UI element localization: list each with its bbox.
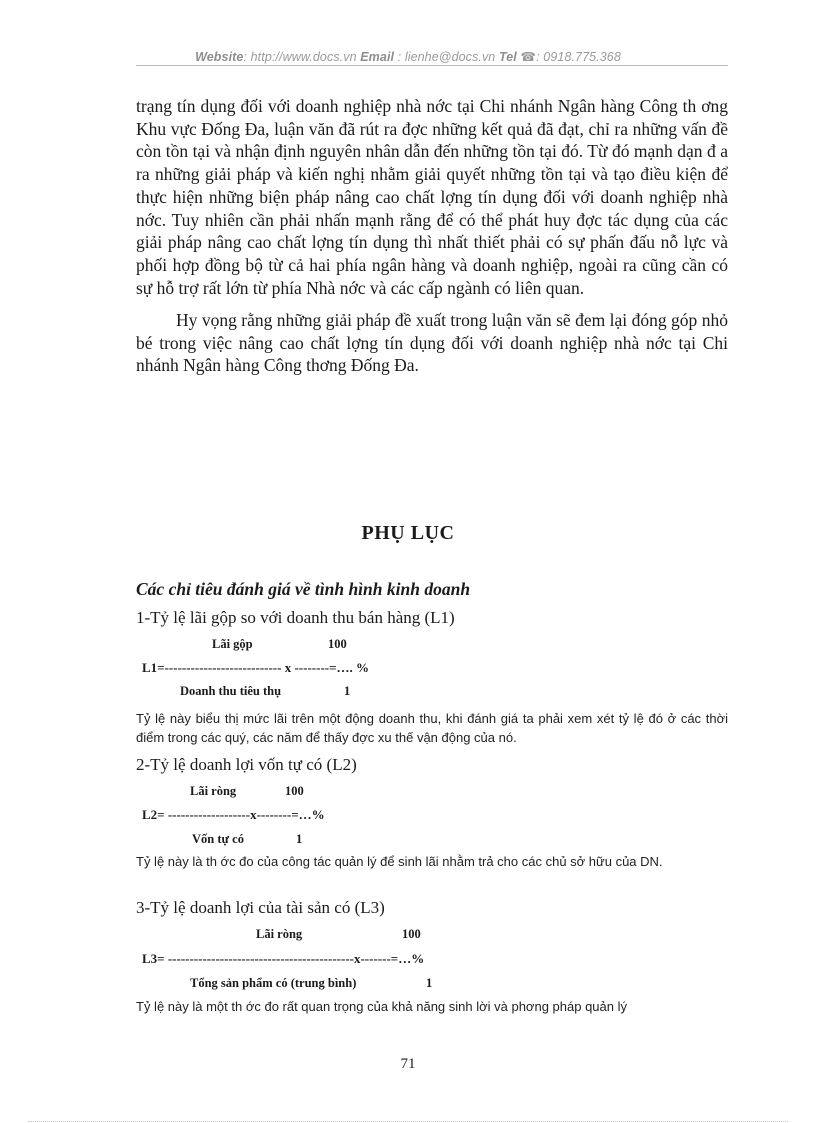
phone-icon: ☎	[520, 50, 537, 64]
page-header	[0, 49, 816, 64]
ratio-heading-l3: 3-Tỷ lệ doanh lợi của tài sản có (L3)	[136, 898, 385, 917]
page-bottom-divider	[28, 1121, 788, 1122]
website-label: Website	[195, 50, 244, 64]
ratio-l1-numerator-factor: 100	[328, 637, 347, 651]
ratio-l2-formula: L2= -------------------x--------=…%	[142, 807, 325, 822]
ratio-l3-denominator-factor: 1	[426, 976, 433, 990]
ratio-l1-description: Tỷ lệ này biểu thị mức lãi trên một động doanh thu, khi đánh giá ta phải xem xét tỷ lệ đó ở các thời điểm trong các quý, các năm để thấy đợc xu thế vận động của nó.	[136, 711, 728, 745]
ratio-heading-l2: 2-Tỷ lệ doanh lợi vốn tự có (L2)	[136, 755, 357, 774]
ratio-l2-numerator: Lãi ròng	[190, 784, 237, 798]
ratio-l1-denominator-factor: 1	[344, 684, 351, 698]
tel-label: Tel	[498, 50, 517, 64]
ratio-l2-denominator-factor: 1	[296, 832, 303, 846]
ratio-heading-l1: 1-Tỷ lệ lãi gộp so với doanh thu bán hàng (L1)	[136, 608, 455, 627]
ratio-l3-numerator-factor: 100	[402, 927, 421, 941]
email-label: Email	[360, 50, 395, 64]
ratio-l1-denominator: Doanh thu tiêu thụ	[180, 684, 282, 698]
ratio-l1-numerator: Lãi gộp	[212, 637, 253, 651]
page-number: 71	[400, 1056, 416, 1072]
appendix-title: PHỤ LỤC	[361, 522, 455, 544]
header-divider	[136, 65, 728, 66]
website-value: : http://www.docs.vn	[243, 50, 357, 64]
ratio-l2-description: Tỷ lệ này là th ớc đo của công tác quản lý để sinh lãi nhằm trả cho các chủ sở hữu của DN.	[136, 854, 663, 869]
email-value: : lienhe@docs.vn	[397, 50, 496, 64]
ratio-l3-description: Tỷ lệ này là một th ớc đo rất quan trọng của khả năng sinh lời và phơng pháp quản lý	[136, 999, 627, 1014]
ratio-l3-denominator: Tổng sản phẩm có (trung bình)	[190, 976, 357, 990]
ratio-l1-formula: L1=--------------------------- x --------=…. %	[142, 660, 370, 675]
conclusion-paragraph-1: trạng tín dụng đối với doanh nghiệp nhà nớc tại Chi nhánh Ngân hàng Công th ơng Khu vực Đống Đa, luận văn đã rút ra đợc những kết quả đã đạt, chỉ ra những vấn đề còn tồn tại và nhận định nguyên nhân dẫn đến những tồn tại đó. Từ đó mạnh dạn đ a ra những giải pháp và kiến nghị nhằm giải quyết những tồn tại và tạo điều kiện để thực hiện những biện pháp nâng cao chất lợng tín dụng đối với doanh nghiệp nhà nớc. Tuy nhiên cần phải nhấn mạnh rằng để có thể phát huy đợc tác dụng của các giải pháp nâng cao chất lợng tín dụng thì nhất thiết phải có sự phấn đấu nỗ lực và phối hợp đồng bộ từ cả hai phía ngân hàng và doanh nghiệp, ngoài ra cũng cần có sự hỗ trợ rất lớn từ phía Nhà nớc và các cấp ngành có liên quan.	[136, 96, 728, 298]
section-title: Các chỉ tiêu đánh giá về tình hình kinh doanh	[136, 579, 471, 599]
conclusion-paragraph-2: Hy vọng rằng những giải pháp đề xuất trong luận văn sẽ đem lại đóng góp nhỏ bé trong việc nâng cao chất lợng tín dụng đối với doanh nghiệp nhà nớc tại Chi nhánh Ngân hàng Công thơng Đống Đa.	[136, 310, 728, 376]
ratio-l2-denominator: Vốn tự có	[192, 832, 244, 846]
ratio-l3-formula: L3= -------------------------------------------x-------=…%	[142, 951, 425, 966]
tel-value: : 0918.775.368	[536, 50, 621, 64]
ratio-l3-numerator: Lãi ròng	[256, 927, 303, 941]
ratio-l2-numerator-factor: 100	[285, 784, 304, 798]
